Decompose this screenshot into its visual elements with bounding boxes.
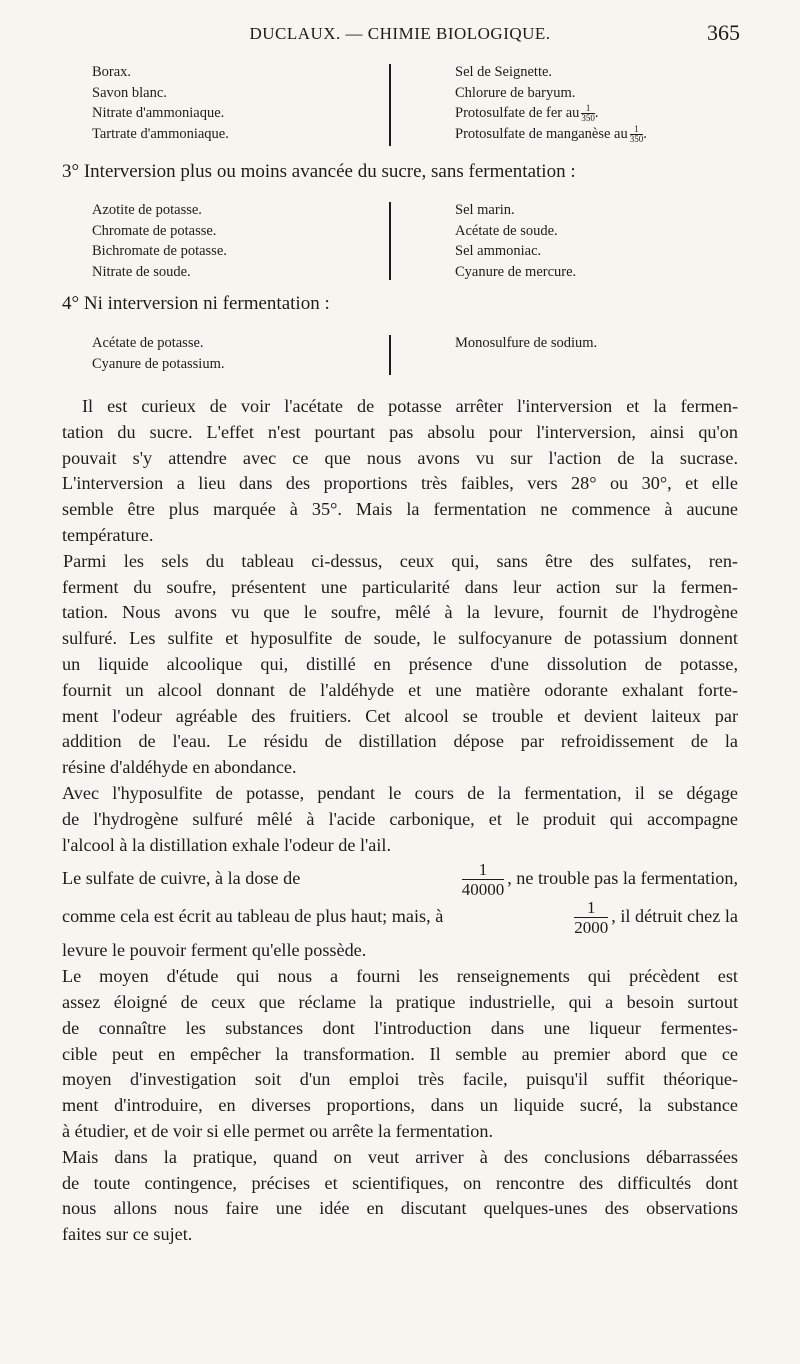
text-segment: comme cela est écrit au tableau de plus haut; mais, à <box>62 906 444 927</box>
salt-list-2-left <box>92 200 382 282</box>
text-line: température. <box>62 524 154 545</box>
fraction-1-40000 <box>462 860 505 899</box>
text-line: Le moyen d'étude qui nous a fourni les renseignements qui précèdent est <box>62 966 738 987</box>
running-header <box>60 20 740 50</box>
text-line: Avec l'hyposulfite de potasse, pendant le cours de la fermentation, il se dégage <box>62 782 738 803</box>
section-heading-4: 4° Ni interversion ni fermentation : <box>62 293 330 314</box>
text-segment: , ne trouble pas la fermentation, <box>507 868 738 889</box>
text-line: Parmi les sels du tableau ci-dessus, ceux qui, sans être des sulfates, ren- <box>63 550 738 571</box>
fraction <box>630 125 644 144</box>
fraction-group <box>459 860 738 899</box>
text-line-with-fraction <box>62 896 738 938</box>
list-item: Cyanure de mercure. <box>455 263 577 280</box>
text-line: semble être plus marquée à 35°. Mais la fermentation ne commence à aucune <box>62 499 738 520</box>
list-item: Tartrate d'ammoniaque. <box>92 125 229 142</box>
salt-list-3-right <box>455 333 755 354</box>
paragraph-3 <box>62 781 738 858</box>
body-text <box>62 394 738 1248</box>
text-line: à étudier, et de voir si elle permet ou arrête la fermentation. <box>62 1120 494 1141</box>
list-item: Acétate de soude. <box>455 222 558 239</box>
text-line: Il est curieux de voir l'acétate de potasse arrêter l'interversion et la fermen- <box>82 396 738 416</box>
text-line: tation. Nous avons vu que le soufre, mêlé à la levure, fournit de l'hydrogène <box>62 602 738 623</box>
page-number: 365 <box>707 20 740 45</box>
text-line: assez éloigné de ceux que réclame la pratique industrielle, qui a besoin surtout <box>62 991 738 1012</box>
text-line: ferment du soufre, présentent une particularité dans leur action sur la fermen- <box>62 576 738 597</box>
text-line: résine d'aldéhyde en abondance. <box>62 757 297 778</box>
list-item: Azotite de potasse. <box>92 202 202 218</box>
fraction-numerator: 1 <box>581 104 595 114</box>
salt-list-3-left <box>92 333 382 374</box>
list-item: Borax. <box>92 64 132 80</box>
text-line: ment l'odeur agréable des fruitiers. Cet alcool se trouble et devient laiteux par <box>62 705 738 726</box>
list-item-text: Protosulfate de manganèse au <box>455 125 628 142</box>
paragraph-5 <box>62 964 738 1145</box>
list-item: Savon blanc. <box>92 84 167 101</box>
fraction-denominator: 2000 <box>574 917 609 937</box>
column-divider <box>389 64 391 146</box>
text-line: nous allons nous faire une idée en discutant quelques-unes des observations <box>62 1198 738 1219</box>
period: . <box>594 105 599 121</box>
salt-list-1-right <box>455 62 755 144</box>
fraction-group <box>571 898 738 937</box>
text-line: sulfuré. Les sulfite et hyposulfite de soude, le sulfocyanure de potassium donnent <box>62 628 738 649</box>
fraction-denominator: 350 <box>629 133 644 144</box>
list-item: Nitrate d'ammoniaque. <box>92 105 225 121</box>
salt-list-2-right <box>455 200 755 282</box>
salt-list-1-left <box>92 62 382 144</box>
list-item: Sel marin. <box>455 202 515 218</box>
list-item: Sel de Seignette. <box>455 64 553 80</box>
period: . <box>643 125 647 142</box>
column-divider <box>389 202 391 280</box>
text-line: pouvait s'y attendre avec ce que nous avons vu sur l'action de la sucrase. <box>62 447 738 468</box>
running-title: DUCLAUX. — CHIMIE BIOLOGIQUE. <box>249 24 551 43</box>
paragraph-1 <box>62 394 738 549</box>
text-line: cible peut en empêcher la transformation. Il semble au premier abord que ce <box>62 1043 738 1064</box>
text-line: Mais dans la pratique, quand on veut arriver à des conclusions débarrassées <box>62 1146 738 1167</box>
fraction-1-2000 <box>574 898 608 937</box>
paragraph-2 <box>62 549 738 781</box>
text-line: de connaître les substances dont l'introduction dans une liqueur fermentes- <box>62 1017 738 1038</box>
text-line: levure le pouvoir ferment qu'elle possède. <box>62 940 367 961</box>
list-item: Chlorure de baryum. <box>455 84 576 101</box>
text-line: un liquide alcoolique qui, distillé en présence d'une dissolution de potasse, <box>62 653 738 674</box>
list-item: Cyanure de potassium. <box>92 355 225 372</box>
text-line: de toute contingence, précises et scientifiques, on rencontre des difficultés dont <box>62 1172 738 1193</box>
list-item: Sel ammoniac. <box>455 243 542 259</box>
list-item: Bichromate de potasse. <box>92 243 227 259</box>
text-segment: Le sulfate de cuivre, à la dose de <box>62 868 301 889</box>
text-line: faites sur ce sujet. <box>62 1224 193 1245</box>
text-line: addition de l'eau. Le résidu de distillation dépose par refroidissement de la <box>62 731 738 752</box>
section-heading-3: 3° Interversion plus ou moins avancée du sucre, sans fermentation : <box>62 161 576 182</box>
list-item-manganese <box>455 124 755 145</box>
fraction-denominator: 350 <box>581 113 595 124</box>
list-item-text: Protosulfate de fer au <box>455 105 580 121</box>
text-line: ment d'introduire, en diverses proportions, dans un liquide sucré, la substance <box>62 1095 738 1116</box>
text-line: moyen d'investigation soit d'un emploi très facile, puisqu'il suffit théorique- <box>62 1069 738 1090</box>
text-line: tation du sucre. L'effet n'est pourtant pas absolu pour l'interversion, ainsi qu'on <box>62 421 738 442</box>
list-item: Monosulfure de sodium. <box>455 335 598 351</box>
fraction-denominator: 40000 <box>461 879 505 899</box>
text-line-with-fraction <box>62 859 738 899</box>
fraction-numerator: 1 <box>462 860 505 880</box>
list-item-fer <box>455 103 755 124</box>
list-item: Acétate de potasse. <box>92 335 204 351</box>
paragraph-4 <box>62 859 738 964</box>
text-line: de l'hydrogène sulfuré mêlé à l'acide carbonique, et le produit qui accompagne <box>62 808 738 829</box>
text-segment: , il détruit chez la <box>611 906 738 927</box>
fraction <box>581 104 595 123</box>
text-line: l'alcool à la distillation exhale l'odeur de l'ail. <box>62 834 392 855</box>
column-divider <box>389 335 391 375</box>
fraction-numerator: 1 <box>574 898 608 918</box>
list-item: Nitrate de soude. <box>92 263 191 280</box>
text-line: fournit un alcool donnant de l'aldéhyde et une matière odorante exhalant forte- <box>62 679 738 700</box>
fraction-numerator: 1 <box>630 125 644 135</box>
list-item: Chromate de potasse. <box>92 222 217 239</box>
text-line: L'interversion a lieu dans des proportions très faibles, vers 28° ou 30°, et elle <box>62 473 738 494</box>
paragraph-6 <box>62 1145 738 1248</box>
